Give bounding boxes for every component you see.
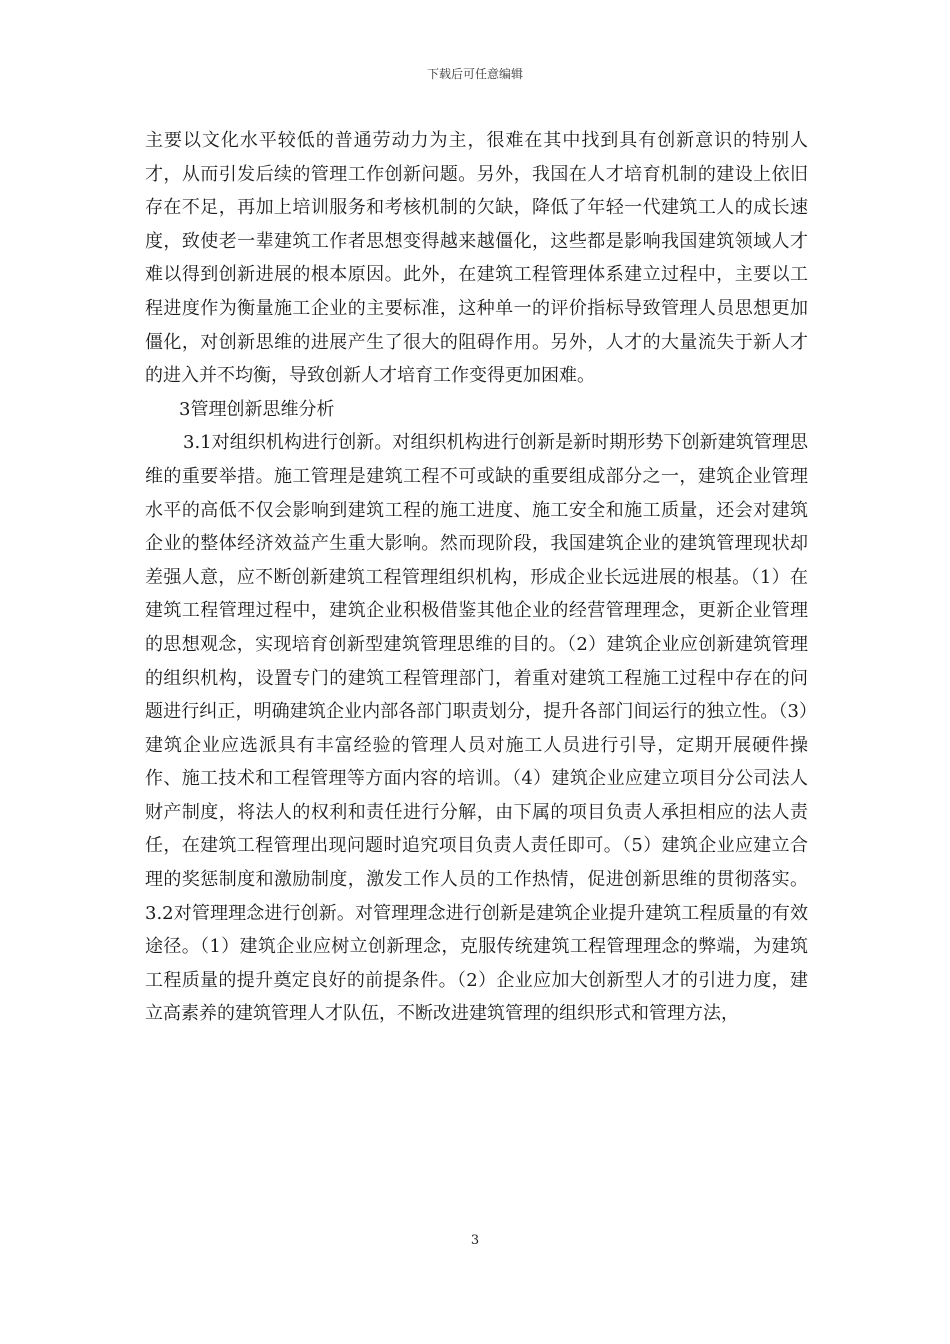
document-body bbox=[145, 124, 808, 1031]
page-header: 下载后可任意编辑 bbox=[426, 67, 523, 81]
body-paragraph-2: 3.1对组织机构进行创新。对组织机构进行创新是新时期形势下创新建筑管理思维的重要举措。施工管理是建筑工程不可或缺的重要组成部分之一，建筑企业管理水平的高低不仅会影响到建筑工程的施工进度、施工安全和施工质量，还会对建筑企业的整体经济效益产生重大影响。然而现阶段，我国建筑企业的建筑管理现状却差强人意，应不断创新建筑工程管理组织机构，形成企业长远进展的根基。（1）在建筑工程管理过程中，建筑企业积极借鉴其他企业的经营管理理念，更新企业管理的思想观念，实现培育创新型建筑管理思维的目的。（2）建筑企业应创新建筑管理的组织机构，设置专门的建筑工程管理部门，着重对建筑工程施工过程中存在的问题进行纠正，明确建筑企业内部各部门职责划分，提升各部门间运行的独立性。（3）建筑企业应选派具有丰富经验的管理人员对施工人员进行引导，定期开展硬件操作、施工技术和工程管理等方面内容的培训。（4）建筑企业应建立项目分公司法人财产制度，将法人的权利和责任进行分解，由下属的项目负责人承担相应的法人责任，在建筑工程管理出现问题时追究项目负责人责任即可。（5）建筑企业应建立合理的奖惩制度和激励制度，激发工作人员的工作热情，促进创新思维的贯彻落实。3.2对管理理念进行创新。对管理理念进行创新是建筑企业提升建筑工程质量的有效途径。（1）建筑企业应树立创新理念，克服传统建筑工程管理理念的弊端，为建筑工程质量的提升奠定良好的前提条件。（2）企业应加大创新型人才的引进力度，建立高素养的建筑管理人才队伍，不断改进建筑管理的组织形式和管理方法， bbox=[145, 432, 808, 1025]
body-paragraph-1: 主要以文化水平较低的普通劳动力为主，很难在其中找到具有创新意识的特别人才，从而引发后续的管理工作创新问题。另外，我国在人才培育机制的建设上依旧存在不足，再加上培训服务和考核机制的欠缺，降低了年轻一代建筑工人的成长速度，致使老一辈建筑工作者思想变得越来越僵化，这些都是影响我国建筑领域人才难以得到创新进展的根本原因。此外，在建筑工程管理体系建立过程中，主要以工程进度作为衡量施工企业的主要标准，这种单一的评价指标导致管理人员思想更加僵化，对创新思维的进展产生了很大的阻碍作用。另外，人才的大量流失于新人才的进入并不均衡，导致创新人才培育工作变得更加困难。 bbox=[145, 130, 808, 387]
section-heading: 3管理创新思维分析 bbox=[179, 398, 335, 420]
page-number: 3 bbox=[470, 1233, 480, 1248]
